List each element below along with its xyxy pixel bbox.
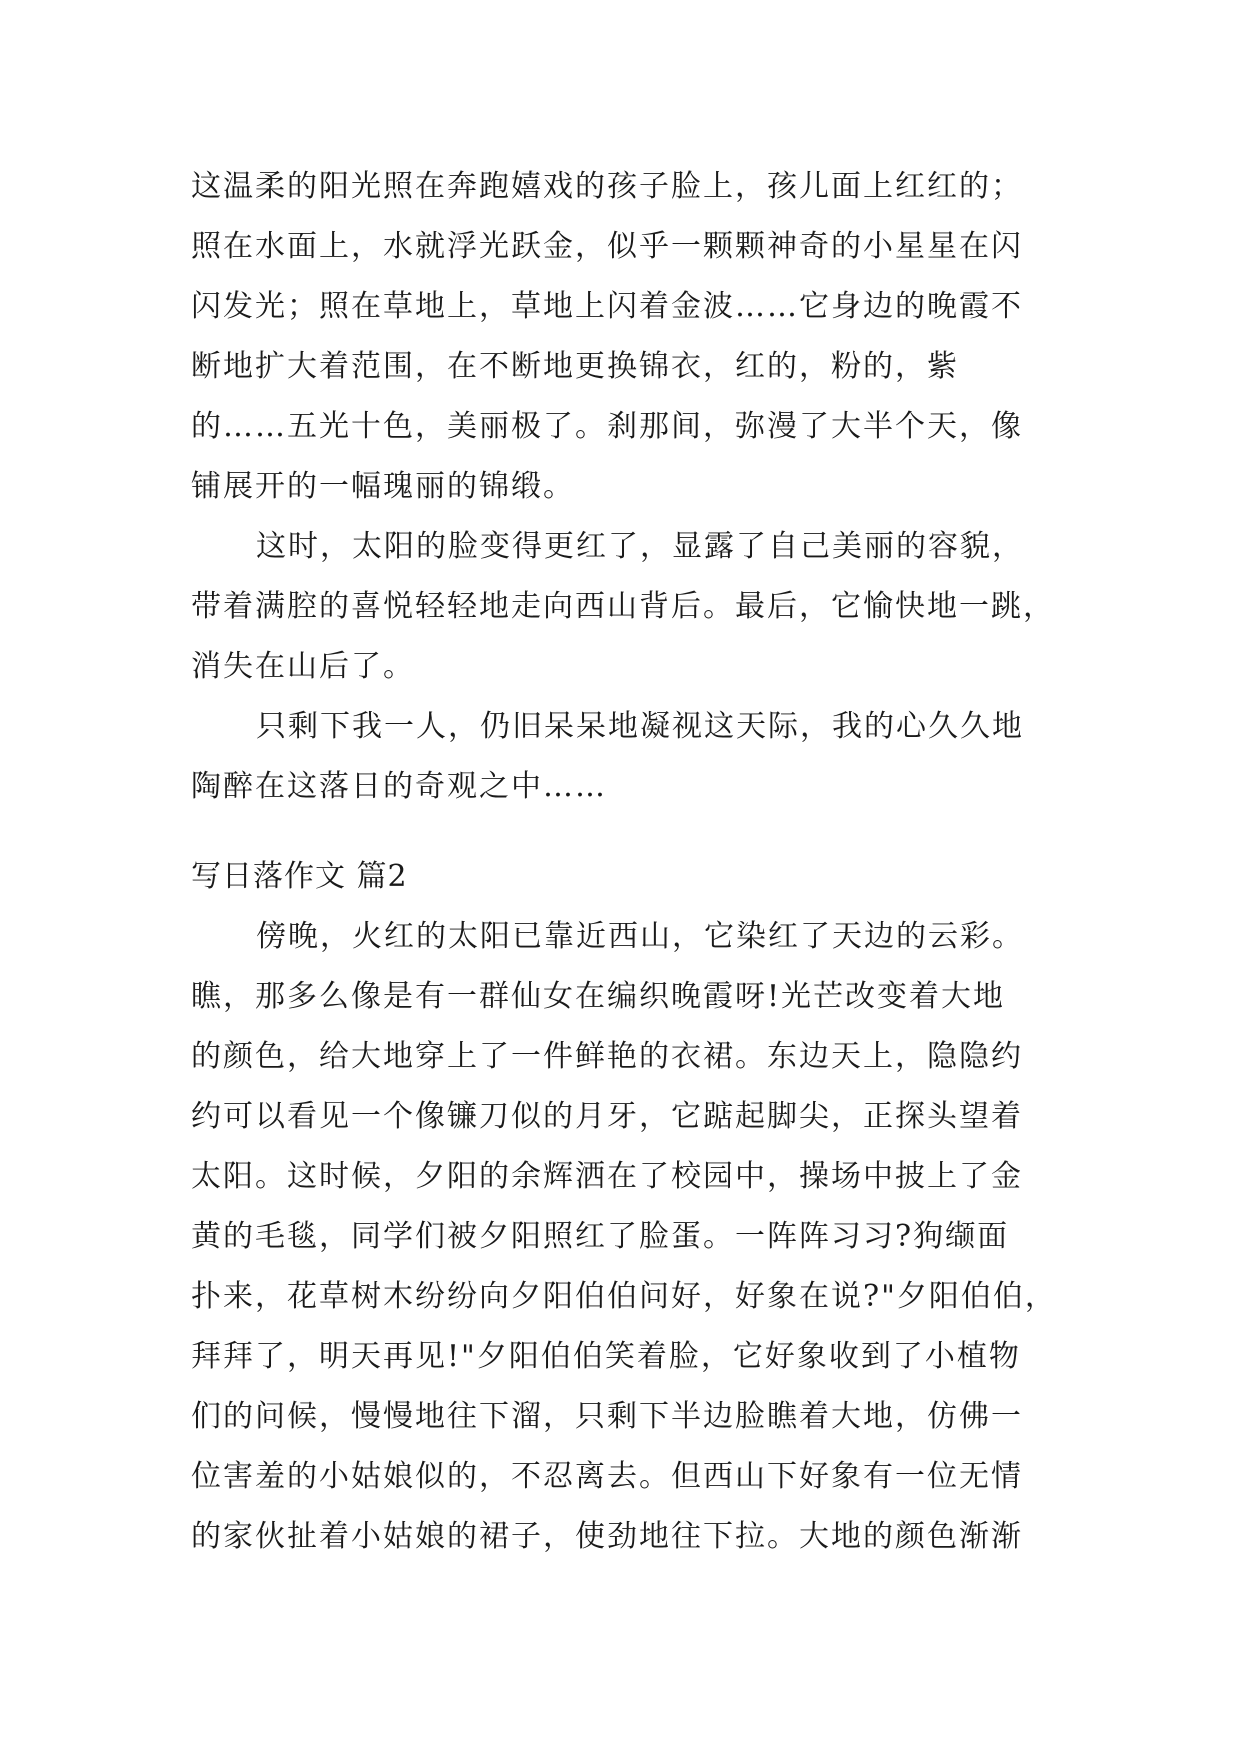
- text-line: 只剩下我一人，仍旧呆呆地凝视这天际，我的心久久地: [256, 709, 1024, 744]
- text-line: 的家伙扯着小姑娘的裙子，使劲地往下拉。大地的颜色渐渐: [191, 1519, 1023, 1554]
- text-line: 们的问候，慢慢地往下溜，只剩下半边脸瞧着大地，仿佛一: [191, 1399, 1023, 1434]
- text-line: 照在水面上，水就浮光跃金，似乎一颗颗神奇的小星星在闪: [191, 229, 1023, 264]
- text-line: 的……五光十色，美丽极了。刹那间，弥漫了大半个天，像: [191, 409, 1023, 444]
- text-line: 闪发光；照在草地上，草地上闪着金波……它身边的晚霞不: [191, 289, 1023, 324]
- text-line: 这时，太阳的脸变得更红了，显露了自己美丽的容貌，: [256, 529, 1024, 564]
- section-heading: 写日落作文 篇2: [191, 859, 408, 894]
- text-line: 太阳。这时候，夕阳的余辉洒在了校园中，操场中披上了金: [191, 1159, 1023, 1194]
- text-line: 扑来，花草树木纷纷向夕阳伯伯问好，好象在说?"夕阳伯伯，: [191, 1279, 1057, 1314]
- text-line: 断地扩大着范围，在不断地更换锦衣，红的，粉的，紫: [191, 349, 959, 384]
- text-line: 铺展开的一幅瑰丽的锦缎。: [191, 469, 575, 504]
- text-line: 约可以看见一个像镰刀似的月牙，它踮起脚尖，正探头望着: [191, 1099, 1023, 1134]
- text-line: 黄的毛毯，同学们被夕阳照红了脸蛋。一阵阵习习?狗缬面: [191, 1219, 1010, 1254]
- text-line: 傍晚，火红的太阳已靠近西山，它染红了天边的云彩。: [256, 919, 1024, 954]
- text-line: 拜拜了，明天再见!"夕阳伯伯笑着脸，它好象收到了小植物: [191, 1339, 1021, 1374]
- text-line: 带着满腔的喜悦轻轻地走向西山背后。最后，它愉快地一跳，: [191, 589, 1055, 624]
- text-line: 这温柔的阳光照在奔跑嬉戏的孩子脸上，孩儿面上红红的；: [191, 169, 1023, 204]
- text-line: 瞧，那多么像是有一群仙女在编织晚霞呀!光芒改变着大地: [191, 979, 1006, 1014]
- text-line: 消失在山后了。: [191, 649, 415, 684]
- text-line: 的颜色，给大地穿上了一件鲜艳的衣裙。东边天上，隐隐约: [191, 1039, 1023, 1074]
- text-line: 位害羞的小姑娘似的，不忍离去。但西山下好象有一位无情: [191, 1459, 1023, 1494]
- text-line: 陶醉在这落日的奇观之中……: [191, 769, 607, 804]
